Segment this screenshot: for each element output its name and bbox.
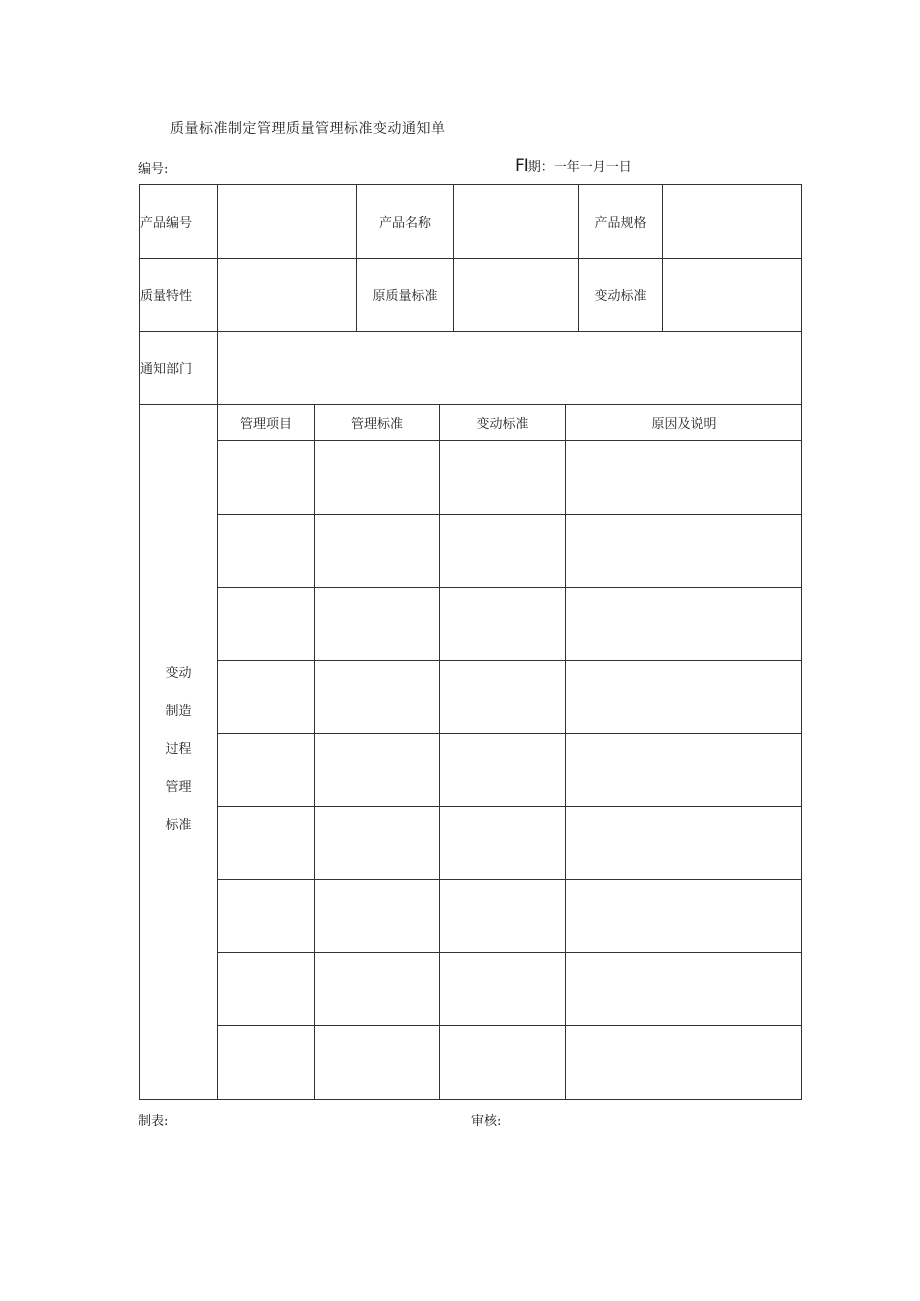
quality-characteristic-label: 质量特性 <box>140 289 193 304</box>
grid-row-divider <box>217 514 802 515</box>
grid-row-divider <box>217 806 802 807</box>
grid-col-divider <box>314 404 315 1100</box>
grid-row-divider <box>217 660 802 661</box>
changed-standard-label: 变动标准 <box>594 289 647 304</box>
grid-row-divider <box>217 879 802 880</box>
original-standard-label: 原质量标准 <box>372 289 438 304</box>
section-label-line: 制造 <box>165 704 192 719</box>
row-divider <box>139 331 802 332</box>
grid-header-divider <box>217 440 802 441</box>
date-text: 期：一年一月一日 <box>527 160 632 175</box>
col-divider <box>217 184 218 1100</box>
notify-department-label: 通知部门 <box>140 362 193 377</box>
grid-row-divider <box>217 1025 802 1026</box>
column-header: 管理项目 <box>239 416 292 432</box>
grid-col-divider <box>565 404 566 1100</box>
section-label-vertical <box>140 655 217 845</box>
date-label <box>515 156 632 176</box>
column-header: 原因及说明 <box>651 416 717 432</box>
section-label-line: 管理 <box>165 780 192 795</box>
notice-form-table <box>139 184 802 1100</box>
grid-row-divider <box>217 952 802 953</box>
product-spec-label: 产品规格 <box>594 215 647 231</box>
product-number-label: 产品编号 <box>140 215 193 231</box>
document-title: 质量标准制定管理质量管理标准变动通知单 <box>170 121 446 137</box>
section-label-line: 标准 <box>165 818 192 833</box>
col-divider <box>662 184 663 331</box>
section-label-line: 变动 <box>165 666 192 681</box>
col-divider <box>453 184 454 331</box>
row-divider <box>139 258 802 259</box>
column-header: 变动标准 <box>476 416 529 432</box>
date-prefix: FI <box>515 156 528 176</box>
serial-number-label: 编号: <box>138 162 169 177</box>
made-by-label: 制表: <box>138 1114 169 1129</box>
grid-row-divider <box>217 587 802 588</box>
grid-row-divider <box>217 733 802 734</box>
grid-col-divider <box>439 404 440 1100</box>
product-name-label: 产品名称 <box>378 215 431 231</box>
column-header: 管理标准 <box>350 416 403 432</box>
reviewed-by-label: 审核: <box>471 1114 502 1129</box>
section-label-line: 过程 <box>165 742 192 757</box>
